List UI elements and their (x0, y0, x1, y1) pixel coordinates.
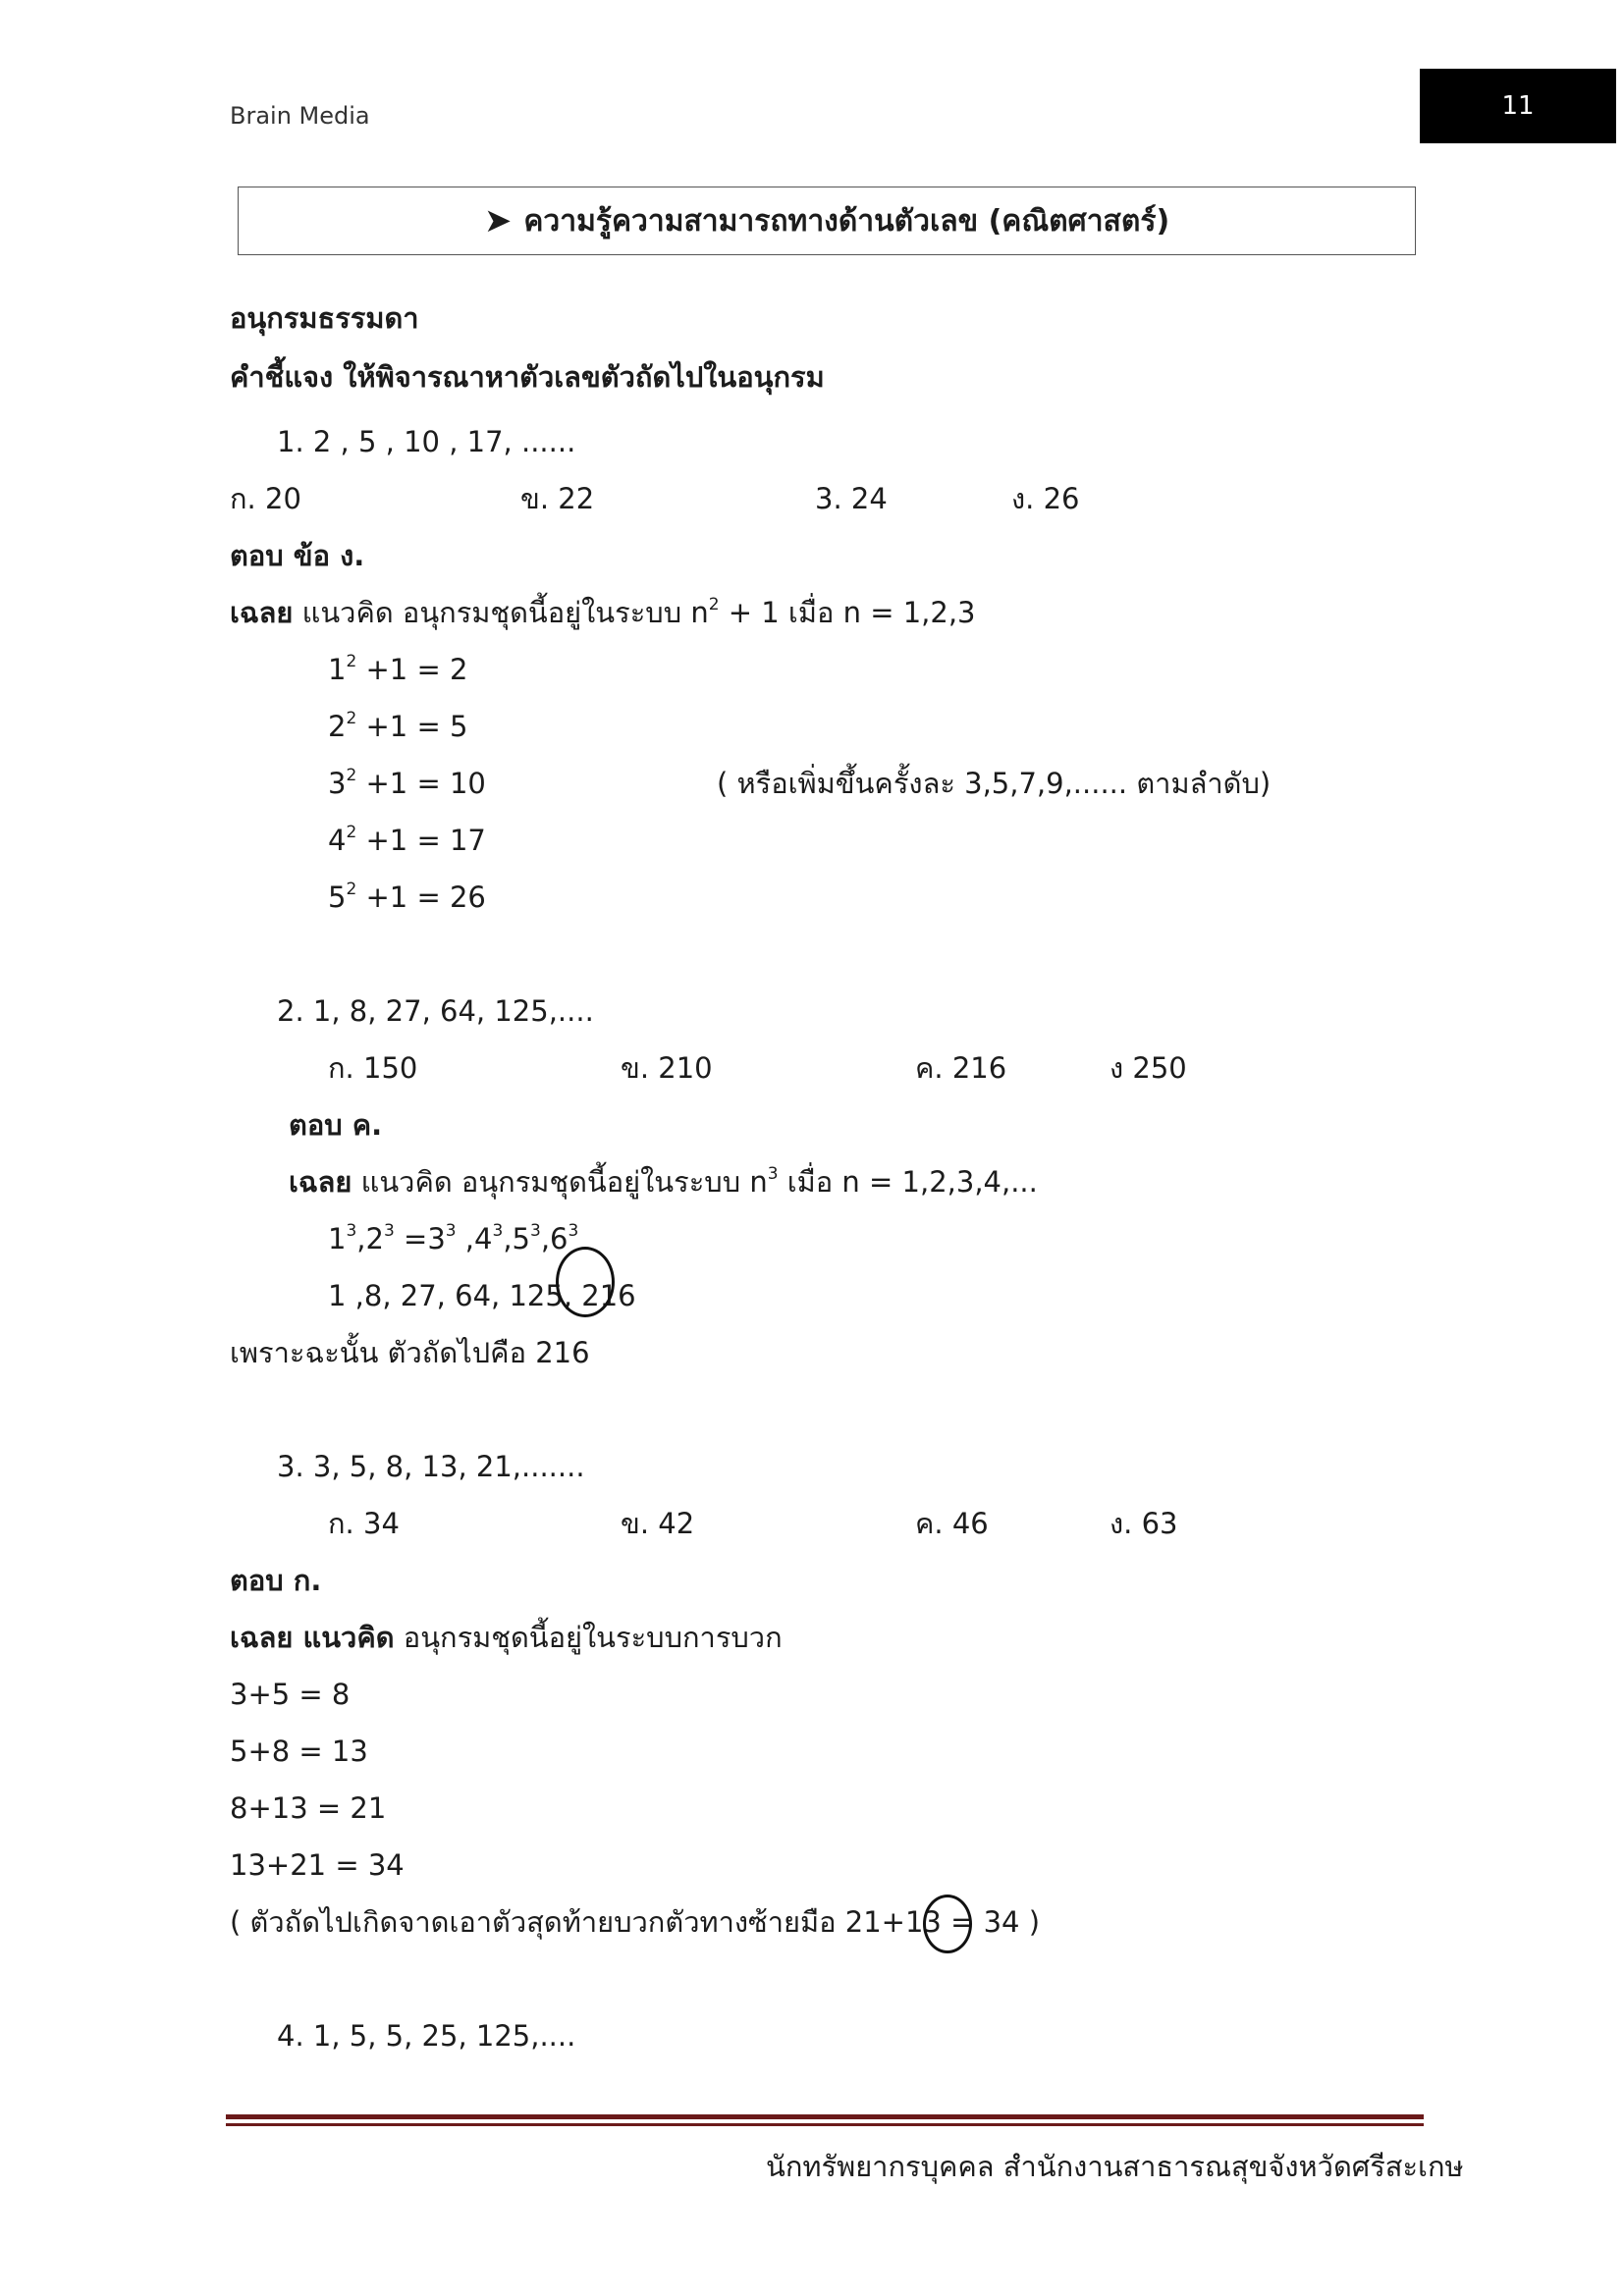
q2-option-b: ข. 210 (621, 1051, 713, 1085)
q3-question: 3. 3, 5, 8, 13, 21,....... (277, 1450, 585, 1483)
q1-solution-text: แนวคิด อนุกรมชุดนี้อยู่ในระบบ n (293, 596, 709, 629)
section-title-box (238, 187, 1416, 255)
q2-circled-answer: 216 (581, 1279, 636, 1312)
q3-option-a: ก. 34 (328, 1507, 400, 1540)
arrow-bullet-icon: ➤ (483, 201, 513, 240)
instruction: คำชี้แจง ให้พิจารณาหาตัวเลขตัวถัดไปในอนุกรม (230, 360, 825, 394)
q1-option-d: ง. 26 (1011, 482, 1080, 515)
q2-question: 2. 1, 8, 27, 64, 125,.... (277, 994, 594, 1028)
q2-solution-text-end: เมื่อ n = 1,2,3,4,... (778, 1165, 1038, 1199)
footer-text: นักทรัพยากรบุคคล สำนักงานสาธารณสุขจังหวัดศรีสะเกษ (766, 2150, 1464, 2183)
q1-note: ( หรือเพิ่มขึ้นครั้งละ 3,5,7,9,...... ตามลำดับ) (717, 767, 1272, 800)
q3-option-c: ค. 46 (915, 1507, 989, 1540)
q2-option-a: ก. 150 (328, 1051, 418, 1085)
q1-option-a: ก. 20 (230, 482, 301, 515)
q2-option-c: ค. 216 (915, 1051, 1007, 1085)
q3-note: ( ตัวถัดไปเกิดจาดเอาตัวสุดท้ายบวกตัวทางซ้ายมือ 21+13 = 34 ) (230, 1905, 1041, 1939)
q1-step: $3^2 +1 = 10$ (328, 766, 486, 800)
q2-option-d: ง 250 (1110, 1051, 1187, 1085)
q3-answer: ตอบ ก. (230, 1564, 322, 1597)
q1-step: $2^2 +1 = 5$ (328, 709, 468, 743)
q2-solution-text: แนวคิด อนุกรมชุดนี้อยู่ในระบบ n (352, 1165, 768, 1199)
footer-rule (226, 2123, 1424, 2126)
q2-solution (289, 1164, 1038, 1200)
q3-circled-answer: 34 (983, 1905, 1020, 1939)
q3-answer-circle (923, 1895, 972, 1953)
subheading: อนุกรมธรรมดา (230, 301, 419, 335)
q1-step: $1^2 +1 = 2$ (328, 652, 468, 686)
page-number-box (1420, 69, 1616, 143)
footer-rule (226, 2114, 1424, 2119)
q1-step: $5^2 +1 = 26$ (328, 880, 486, 914)
q1-solution (230, 595, 976, 630)
q2-answer-circle (556, 1247, 615, 1317)
q1-answer: ตอบ ข้อ ง. (230, 539, 365, 572)
section-title: ความรู้ความสามารถทางด้านตัวเลข (คณิตศาสตร์) (523, 203, 1170, 239)
q2-conclusion: เพราะฉะนั้น ตัวถัดไปคือ 216 (230, 1336, 590, 1369)
q3-solution-label: เฉลย แนวคิด (230, 1621, 395, 1654)
q2-powers: $1^3,2^3 =3^3$ $,4^3,5^3,6^3$ (328, 1221, 579, 1255)
page-number: 11 (1501, 91, 1535, 121)
q3-solution-text: อนุกรมชุดนี้อยู่ในระบบการบวก (394, 1621, 783, 1654)
q3-option-d: ง. 63 (1110, 1507, 1178, 1540)
q3-solution (230, 1620, 783, 1655)
q2-answer: ตอบ ค. (289, 1108, 383, 1142)
q1-solution-label: เฉลย (230, 596, 294, 629)
q2-series-line: 1 ,8, 27, 64, 125, 216 (328, 1279, 636, 1312)
q1-option-b: ข. 22 (520, 482, 595, 515)
q3-step: 8+13 = 21 (230, 1791, 387, 1825)
q3-step: 13+21 = 34 (230, 1848, 405, 1882)
q3-option-b: ข. 42 (621, 1507, 695, 1540)
q2-solution-exponent: 3 (767, 1164, 779, 1185)
q3-step: 5+8 = 13 (230, 1735, 368, 1768)
q1-step: $4^2 +1 = 17$ (328, 823, 486, 857)
header-brand: Brain Media (230, 102, 370, 130)
q3-step: 3+5 = 8 (230, 1678, 351, 1711)
q1-solution-exponent: 2 (708, 595, 720, 615)
q1-solution-text-end: + 1 เมื่อ n = 1,2,3 (719, 596, 976, 629)
q4-question: 4. 1, 5, 5, 25, 125,.... (277, 2019, 576, 2053)
q1-option-c: 3. 24 (815, 482, 888, 515)
q1-question: 1. 2 , 5 , 10 , 17, ...... (277, 425, 576, 458)
q2-solution-label: เฉลย (289, 1165, 352, 1199)
